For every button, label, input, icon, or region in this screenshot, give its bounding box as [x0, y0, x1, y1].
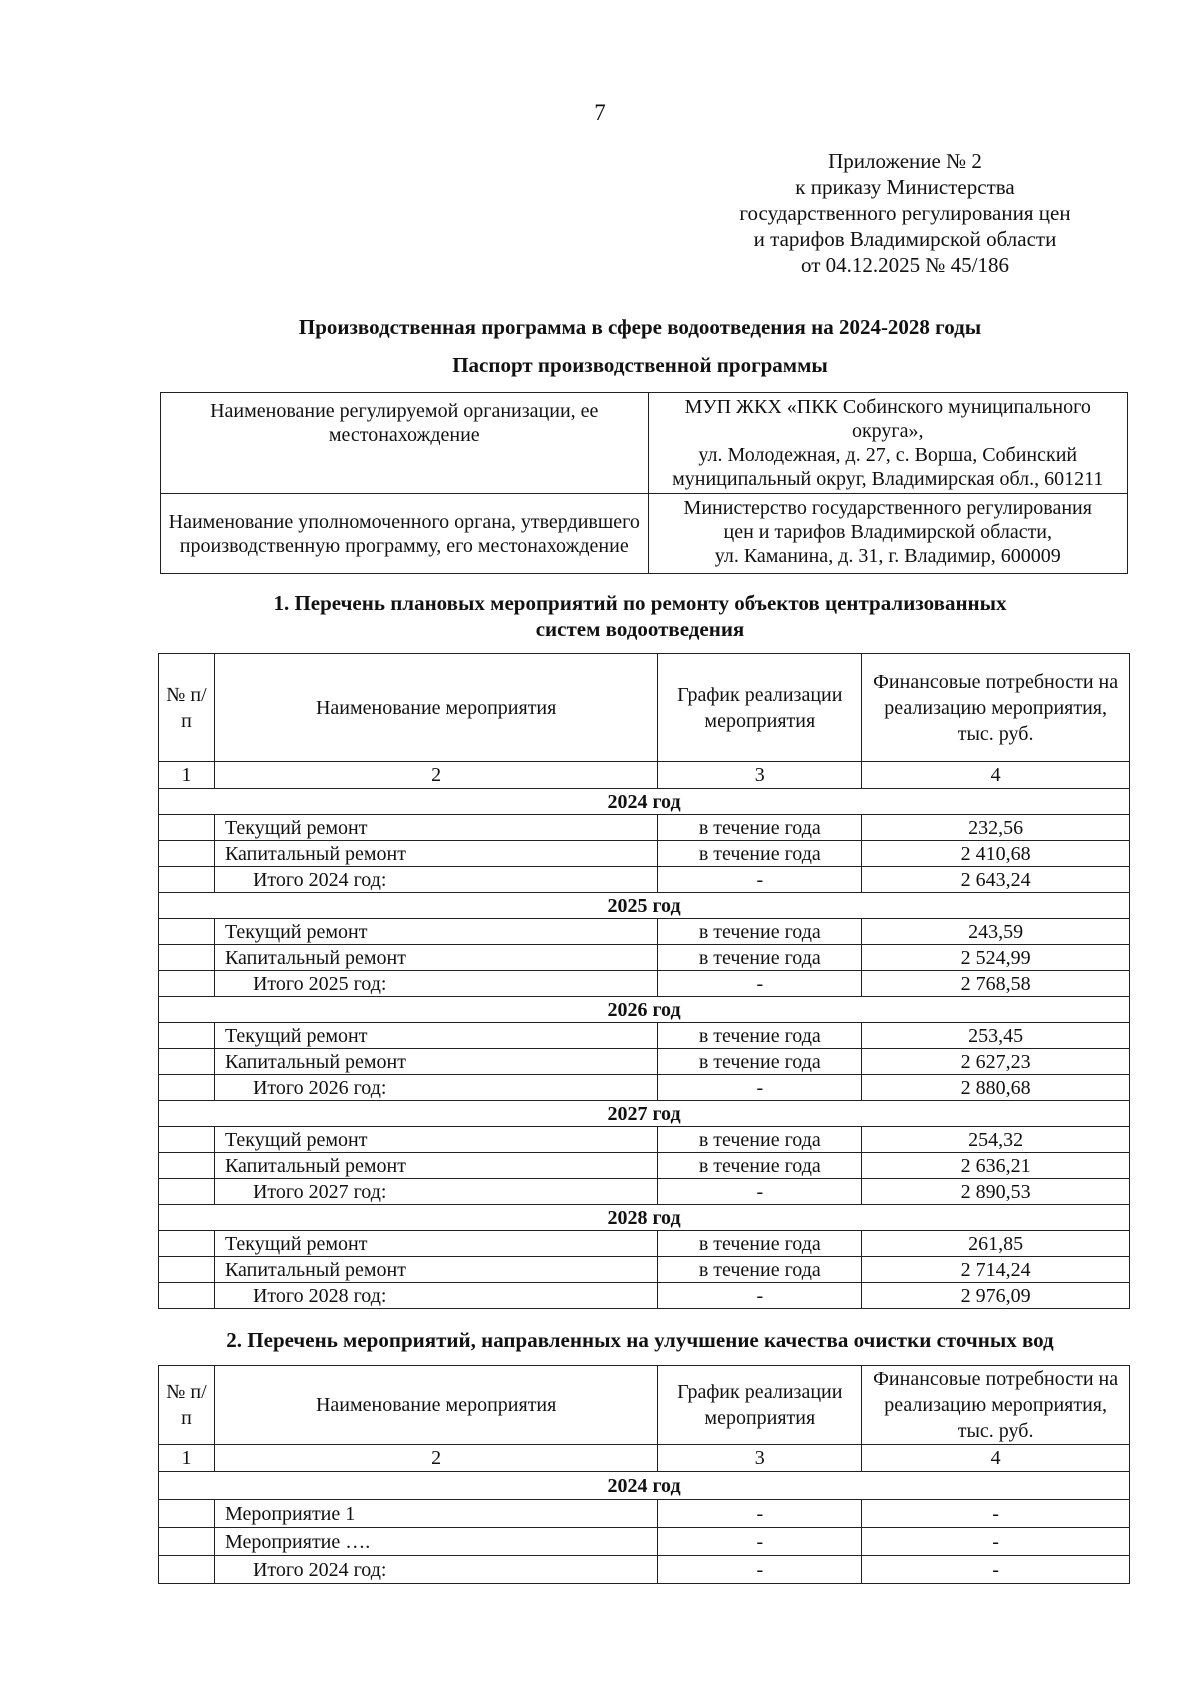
- table-row: [159, 1127, 1130, 1153]
- activity-name: Итого 2024 год:: [214, 1556, 657, 1584]
- table-row: [159, 1075, 1130, 1101]
- row-number: [159, 867, 215, 893]
- activity-name: Текущий ремонт: [214, 1127, 657, 1153]
- row-number: [159, 1556, 215, 1584]
- year-label: 2026 год: [159, 997, 1130, 1023]
- appendix-line: к приказу Министерства: [795, 175, 1015, 199]
- row-number: [159, 1528, 215, 1556]
- column-number: 1: [159, 1445, 215, 1472]
- column-header: Наименование мероприятия: [214, 654, 657, 762]
- schedule-cell: в течение года: [658, 945, 862, 971]
- table-row: [159, 815, 1130, 841]
- passport-value: [648, 393, 1128, 494]
- year-row: [159, 789, 1130, 815]
- row-number: [159, 1257, 215, 1283]
- section1-title-line: 1. Перечень плановых мероприятий по ремонту объектов централизованных: [273, 591, 1007, 615]
- row-number: [159, 841, 215, 867]
- schedule-cell: -: [658, 1500, 862, 1528]
- amount-cell: 232,56: [862, 815, 1130, 841]
- column-number: 3: [658, 762, 862, 789]
- schedule-cell: в течение года: [658, 841, 862, 867]
- column-number: 4: [862, 1445, 1130, 1472]
- activity-name: Текущий ремонт: [214, 919, 657, 945]
- column-header: Финансовые потребности на реализацию мероприятия, тыс. руб.: [862, 654, 1130, 762]
- table-row: [159, 1556, 1130, 1584]
- amount-cell: -: [862, 1500, 1130, 1528]
- table-row: [159, 945, 1130, 971]
- column-header: График реализации мероприятия: [658, 654, 862, 762]
- table-row: [161, 494, 1128, 574]
- schedule-cell: в течение года: [658, 919, 862, 945]
- activity-name: Итого 2025 год:: [214, 971, 657, 997]
- activity-name: Капитальный ремонт: [214, 945, 657, 971]
- amount-cell: -: [862, 1556, 1130, 1584]
- table-row: [159, 1023, 1130, 1049]
- schedule-cell: -: [658, 867, 862, 893]
- row-number: [159, 1153, 215, 1179]
- column-number: 3: [658, 1445, 862, 1472]
- column-number: 4: [862, 762, 1130, 789]
- table-row: [159, 1283, 1130, 1309]
- appendix-line: Приложение № 2: [828, 149, 982, 173]
- year-label: 2024 год: [159, 789, 1130, 815]
- passport-value-line: ул. Молодежная, д. 27, с. Ворша, Собинский: [698, 444, 1078, 466]
- year-label: 2027 год: [159, 1101, 1130, 1127]
- schedule-cell: в течение года: [658, 1049, 862, 1075]
- activity-name: Капитальный ремонт: [214, 1257, 657, 1283]
- table-row: [159, 1257, 1130, 1283]
- year-row: [159, 1101, 1130, 1127]
- table-row: [159, 1231, 1130, 1257]
- table-row: [159, 1500, 1130, 1528]
- amount-cell: -: [862, 1528, 1130, 1556]
- schedule-cell: в течение года: [658, 1023, 862, 1049]
- table-row: [159, 1179, 1130, 1205]
- year-row: [159, 1472, 1130, 1500]
- repair-plan-table: [158, 653, 1130, 1309]
- amount-cell: 2 636,21: [862, 1153, 1130, 1179]
- column-header: Финансовые потребности на реализацию мероприятия, тыс. руб.: [862, 1366, 1130, 1445]
- year-label: 2028 год: [159, 1205, 1130, 1231]
- activity-name: Текущий ремонт: [214, 815, 657, 841]
- row-number: [159, 919, 215, 945]
- amount-cell: 2 627,23: [862, 1049, 1130, 1075]
- activity-name: Капитальный ремонт: [214, 1049, 657, 1075]
- column-number-row: [159, 1445, 1130, 1472]
- passport-value: [648, 494, 1128, 574]
- table-row: [159, 919, 1130, 945]
- passport-value-line: округа»,: [851, 420, 924, 442]
- schedule-cell: в течение года: [658, 1153, 862, 1179]
- amount-cell: 2 524,99: [862, 945, 1130, 971]
- column-header: Наименование мероприятия: [214, 1366, 657, 1445]
- passport-title: Паспорт производственной программы: [452, 353, 828, 377]
- year-label: 2024 год: [159, 1472, 1130, 1500]
- row-number: [159, 815, 215, 841]
- schedule-cell: -: [658, 1179, 862, 1205]
- row-number: [159, 945, 215, 971]
- activity-name: Итого 2026 год:: [214, 1075, 657, 1101]
- column-number: 1: [159, 762, 215, 789]
- year-row: [159, 1205, 1130, 1231]
- activity-name: Итого 2024 год:: [214, 867, 657, 893]
- amount-cell: 243,59: [862, 919, 1130, 945]
- passport-table: [160, 392, 1128, 574]
- schedule-cell: -: [658, 1075, 862, 1101]
- passport-value-line: Министерство государственного регулирования: [683, 497, 1092, 519]
- table-row: [159, 1153, 1130, 1179]
- section2-title: 2. Перечень мероприятий, направленных на улучшение качества очистки сточных вод: [226, 1328, 1054, 1352]
- schedule-cell: -: [658, 971, 862, 997]
- appendix-line: государственного регулирования цен: [739, 201, 1071, 225]
- amount-cell: 254,32: [862, 1127, 1130, 1153]
- passport-label: Наименование регулируемой организации, ее местонахождение: [161, 393, 649, 494]
- amount-cell: 261,85: [862, 1231, 1130, 1257]
- schedule-cell: -: [658, 1528, 862, 1556]
- schedule-cell: в течение года: [658, 1231, 862, 1257]
- amount-cell: 2 714,24: [862, 1257, 1130, 1283]
- amount-cell: 2 768,58: [862, 971, 1130, 997]
- column-number: 2: [214, 1445, 657, 1472]
- column-header: № п/п: [159, 654, 215, 762]
- column-header: № п/п: [159, 1366, 215, 1445]
- table-row: [159, 1049, 1130, 1075]
- schedule-cell: в течение года: [658, 815, 862, 841]
- activity-name: Текущий ремонт: [214, 1231, 657, 1257]
- amount-cell: 2 976,09: [862, 1283, 1130, 1309]
- amount-cell: 2 643,24: [862, 867, 1130, 893]
- table-row: [159, 867, 1130, 893]
- year-row: [159, 893, 1130, 919]
- passport-label: Наименование уполномоченного органа, утвердившего производственную программу, его местонахождение: [161, 494, 649, 574]
- schedule-cell: в течение года: [658, 1127, 862, 1153]
- appendix-line: и тарифов Владимирской области: [753, 227, 1057, 251]
- table-header-row: [159, 1366, 1130, 1445]
- schedule-cell: -: [658, 1556, 862, 1584]
- amount-cell: 253,45: [862, 1023, 1130, 1049]
- schedule-cell: -: [658, 1283, 862, 1309]
- page-number: 7: [594, 100, 606, 125]
- passport-value-line: МУП ЖКХ «ПКК Собинского муниципального: [684, 396, 1091, 418]
- row-number: [159, 1075, 215, 1101]
- row-number: [159, 1283, 215, 1309]
- row-number: [159, 1179, 215, 1205]
- section1-title-line: систем водоотведения: [535, 617, 745, 641]
- table-row: [159, 971, 1130, 997]
- row-number: [159, 971, 215, 997]
- activity-name: Итого 2027 год:: [214, 1179, 657, 1205]
- amount-cell: 2 880,68: [862, 1075, 1130, 1101]
- table-header-row: [159, 654, 1130, 762]
- column-header: График реализации мероприятия: [658, 1366, 862, 1445]
- row-number: [159, 1049, 215, 1075]
- table-row: [159, 1528, 1130, 1556]
- document-title: Производственная программа в сфере водоотведения на 2024-2028 годы: [298, 315, 982, 339]
- appendix-block: [700, 148, 1110, 278]
- row-number: [159, 1500, 215, 1528]
- column-number: 2: [214, 762, 657, 789]
- year-row: [159, 997, 1130, 1023]
- activity-name: Капитальный ремонт: [214, 1153, 657, 1179]
- row-number: [159, 1231, 215, 1257]
- passport-value-line: ул. Каманина, д. 31, г. Владимир, 600009: [714, 545, 1061, 567]
- row-number: [159, 1023, 215, 1049]
- activity-name: Капитальный ремонт: [214, 841, 657, 867]
- amount-cell: 2 890,53: [862, 1179, 1130, 1205]
- row-number: [159, 1127, 215, 1153]
- quality-plan-table: [158, 1365, 1130, 1584]
- column-number-row: [159, 762, 1130, 789]
- section1-title: [160, 590, 1120, 642]
- activity-name: Итого 2028 год:: [214, 1283, 657, 1309]
- passport-value-line: цен и тарифов Владимирской области,: [723, 521, 1053, 543]
- passport-value-line: муниципальный округ, Владимирская обл., 601211: [672, 468, 1104, 490]
- appendix-line: от 04.12.2025 № 45/186: [800, 253, 1010, 277]
- activity-name: Мероприятие ….: [214, 1528, 657, 1556]
- year-label: 2025 год: [159, 893, 1130, 919]
- schedule-cell: в течение года: [658, 1257, 862, 1283]
- table-row: [161, 393, 1128, 494]
- amount-cell: 2 410,68: [862, 841, 1130, 867]
- activity-name: Текущий ремонт: [214, 1023, 657, 1049]
- table-row: [159, 841, 1130, 867]
- activity-name: Мероприятие 1: [214, 1500, 657, 1528]
